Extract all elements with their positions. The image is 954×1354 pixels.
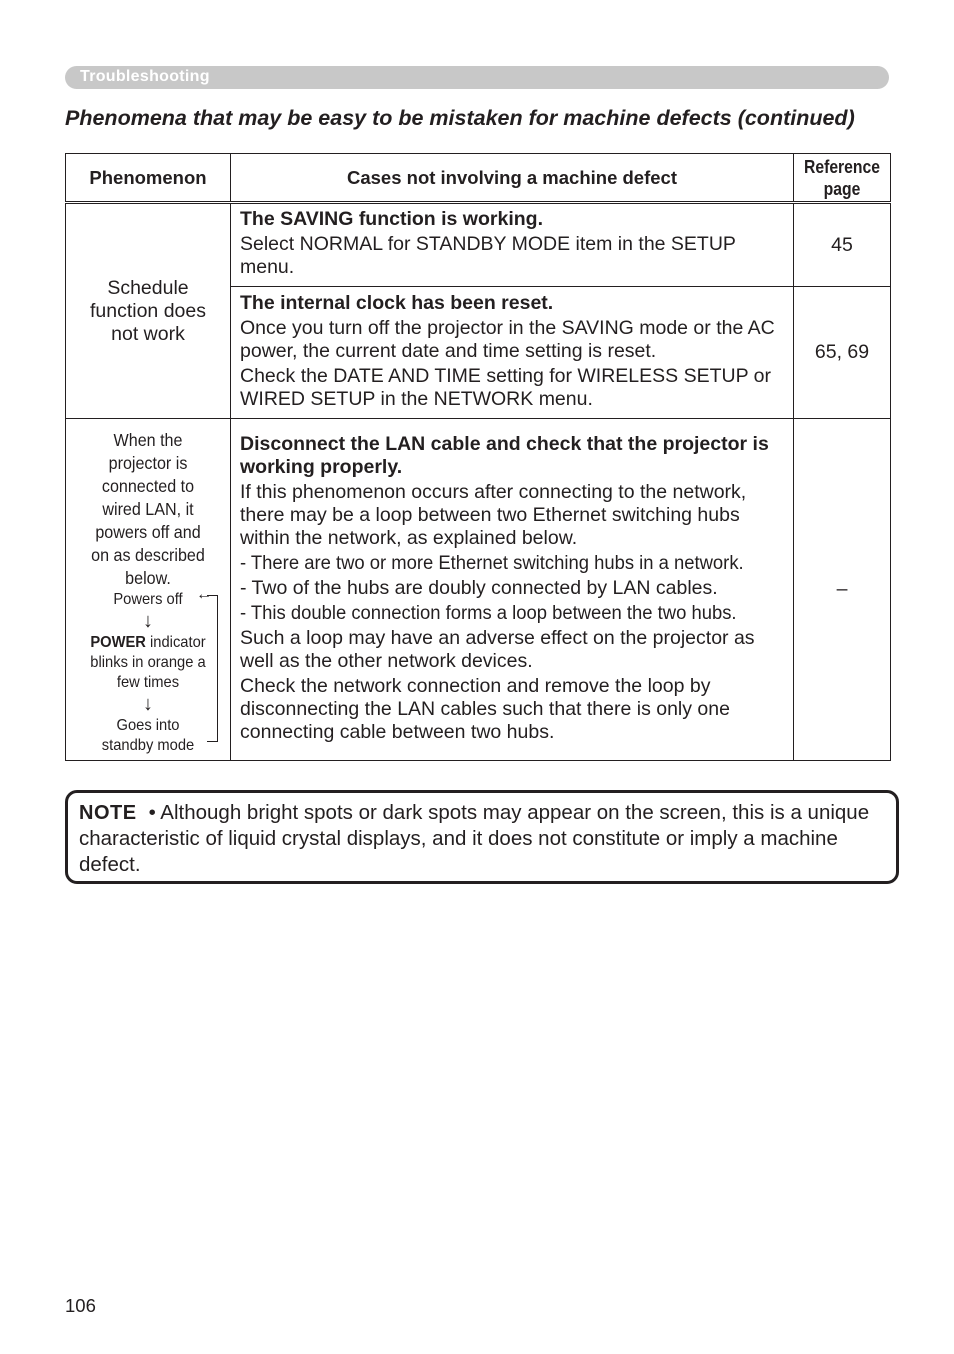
phenomenon-schedule: Schedule function does not work [66,203,231,419]
case-lan-loop: Disconnect the LAN cable and check that the projector is working properly. If this phenomenon occurs after connecting to the network, there may be a loop between two Ethernet switching hubs within the network, as explained below. - There are two or more Ethernet switching hubs in a network. - Two of the hubs are doubly connected by LAN cables. - This double connection forms a loop between the two hubs. Such a loop may have an adverse effect on the projector as well as the other network devices. Check the network connection and remove the loop by disconnecting the LAN cables such that there is only one connecting cable between two hubs. [231,419,794,761]
arrow-down-icon: ↓ [143,692,153,715]
table-row [66,419,891,761]
section-label: Troubleshooting [80,68,210,85]
arrow-down-icon: ↓ [143,609,153,632]
reference-page: – [794,419,891,761]
power-indicator-step: POWER indicator [90,633,206,651]
note-label: NOTE [79,802,137,824]
standby-step: Goes into [116,716,180,734]
note-text: • Although bright spots or dark spots may appear on the screen, this is a unique characteristic of liquid crystal displays, and it does not constitute or imply a machine defect. [79,801,870,876]
note-box [65,790,899,884]
case-saving-function: The SAVING function is working. Select NORMAL for STANDBY MODE item in the SETUP menu. [231,203,794,287]
phenomenon-wired-lan: When the projector is connected to wired LAN, it powers off and on as described below. Powers off ↓ POWER indicator blinks in orange a few times ↓ Goes into standby mode ← [66,419,231,761]
reference-page: 65, 69 [794,287,891,419]
case-internal-clock: The internal clock has been reset. Once you turn off the projector in the SAVING mode or the AC power, the current date and time setting is reset. Check the DATE AND TIME setting for WIRELESS SETUP or WIRED SETUP in the NETWORK menu. [231,287,794,419]
phenomena-table [65,153,891,761]
header-phenomenon: Phenomenon [66,154,231,203]
loop-bracket [207,595,218,742]
page-number: 106 [65,1295,96,1316]
table-header-row [66,154,891,203]
reference-page: 45 [794,203,891,287]
page-heading: Phenomena that may be easy to be mistaken for machine defects (continued) [65,106,855,130]
table-row [66,203,891,287]
header-reference-page: Reference page [794,154,891,203]
arrow-left-icon: ← [196,586,212,603]
section-header-bar [65,66,889,89]
header-cases: Cases not involving a machine defect [231,154,794,203]
powers-off-step: Powers off [113,590,183,608]
